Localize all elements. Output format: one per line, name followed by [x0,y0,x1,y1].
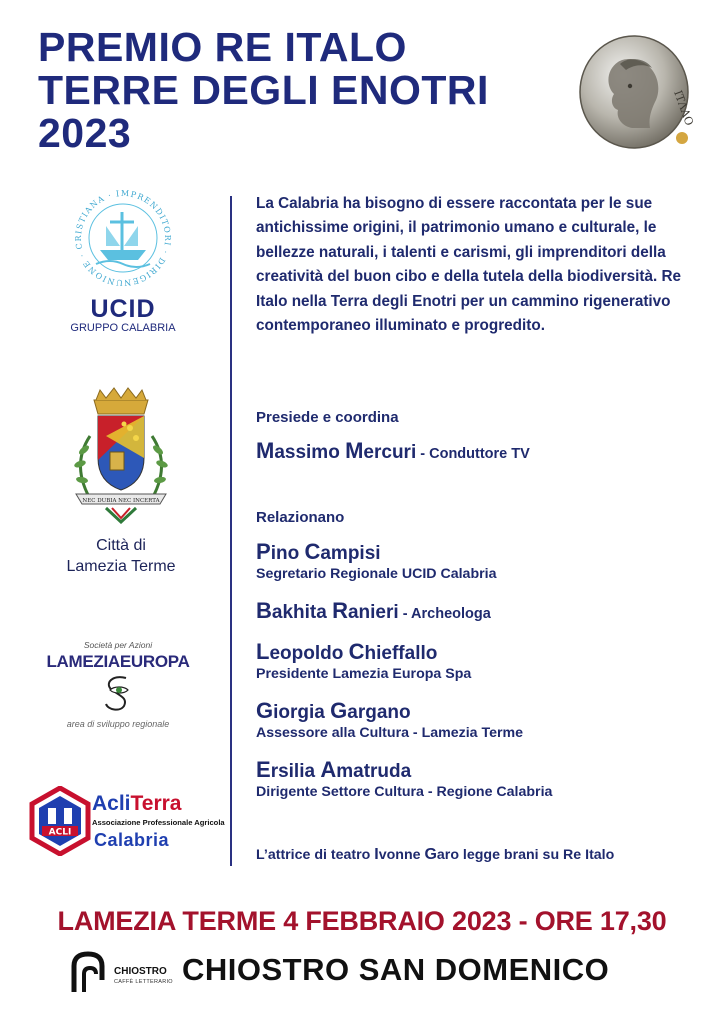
column-divider [230,196,232,866]
lamezia-motto: NEC DUBIA NEC INCERTA [82,498,160,504]
chiostro-logo-sub: CAFFÈ LETTERARIO [114,979,173,985]
speaker-role: Dirigente Settore Cultura - Regione Calabria [256,784,553,800]
coin-legend: ITΛΛO [671,88,696,128]
speaker-item [256,700,706,743]
title-line-3: 2023 [38,110,132,156]
lamezia-name-line-1: Città di [96,537,146,554]
reading-note: L’attrice di teatro Ivonne Garo legge brani su Re Italo [256,846,615,863]
acli-name-a: Acli [92,792,131,815]
lameziaeuropa-sub: area di sviluppo regionale [66,719,170,729]
lamezia-name [46,535,196,577]
acli-subtitle: Associazione Professionale Agricola [92,818,225,827]
moderator-label: Presiede e coordina [256,409,399,426]
speaker-item [256,541,706,584]
event-date-time: LAMEZIA TERME 4 FEBBRAIO 2023 - ORE 17,30 [57,906,667,936]
lameziaeuropa-top: Società per Azioni [83,640,153,650]
speaker-item [256,641,706,684]
title-line-1: PREMIO RE ITALO [38,24,407,70]
ucid-logo [60,188,186,334]
venue-name: CHIOSTRO SAN DOMENICO [182,952,610,987]
acliterra-logo [28,786,225,856]
acli-name [92,792,182,816]
speaker-item [256,600,706,624]
lamezia-name-line-2: Lamezia Terme [66,558,176,575]
speaker-role: Segretario Regionale UCID Calabria [256,566,497,582]
speaker-role: - Archeologa [398,606,491,622]
intro-paragraph: La Calabria ha bisogno di essere raccontata per le sue antichissime origini, il patrimonio umano e culturale, le bellezze naturali, i talenti e carismi, gli imprenditori della creatività del buon cibo e della tutela della biodiversità. Re Italo nella Terra degli Enotri per un cammino rigenerativo contemporaneo illuminato e progredito. [256,195,682,335]
speaker-name: Giorgia Gargano [256,698,411,723]
speaker-name: Leopoldo Chieffallo [256,639,438,664]
svg-text:UNIONE · CRISTIANA · IMPRENDIT [60,188,172,287]
title-line-2: TERRE DEGLI ENOTRI [38,67,489,113]
speakers-label: Relazionano [256,509,345,526]
acli-name-b: Terra [130,792,182,815]
lameziaeuropa-logo [30,640,206,729]
ucid-ring-text: UNIONE · CRISTIANA · IMPRENDITORI · DIRIGEN [74,188,173,288]
speaker-role: Presidente Lamezia Europa Spa [256,666,472,682]
lameziaeuropa-name: LAMEZIAEUROPA [46,652,190,671]
ucid-subtitle: GRUPPO CALABRIA [70,322,176,334]
ucid-name: UCID [90,295,156,323]
acli-hexagon-icon [28,786,92,856]
arch-icon [70,950,110,994]
chiostro-logo [70,950,180,994]
speaker-item [256,759,706,802]
ucid-emblem [60,188,186,288]
moderator-name: Massimo Mercuri [256,438,417,463]
lamezia-coat-of-arms [46,386,196,524]
speaker-name: Bakhita Ranieri [256,598,399,623]
moderator-role: - Conduttore TV [416,446,530,462]
acli-badge: ACLI [48,827,72,838]
chiostro-logo-name: CHIOSTRO [114,966,167,977]
coin-image [576,34,696,154]
speaker-role: Assessore alla Cultura - Lamezia Terme [256,725,524,741]
lameziaeuropa-symbol [98,672,138,714]
acli-region: Calabria [94,830,170,850]
speaker-name: Ersilia Amatruda [256,757,412,782]
event-title [38,26,489,155]
moderator [256,440,706,464]
lamezia-logo [46,386,196,577]
speaker-name: Pino Campisi [256,539,381,564]
